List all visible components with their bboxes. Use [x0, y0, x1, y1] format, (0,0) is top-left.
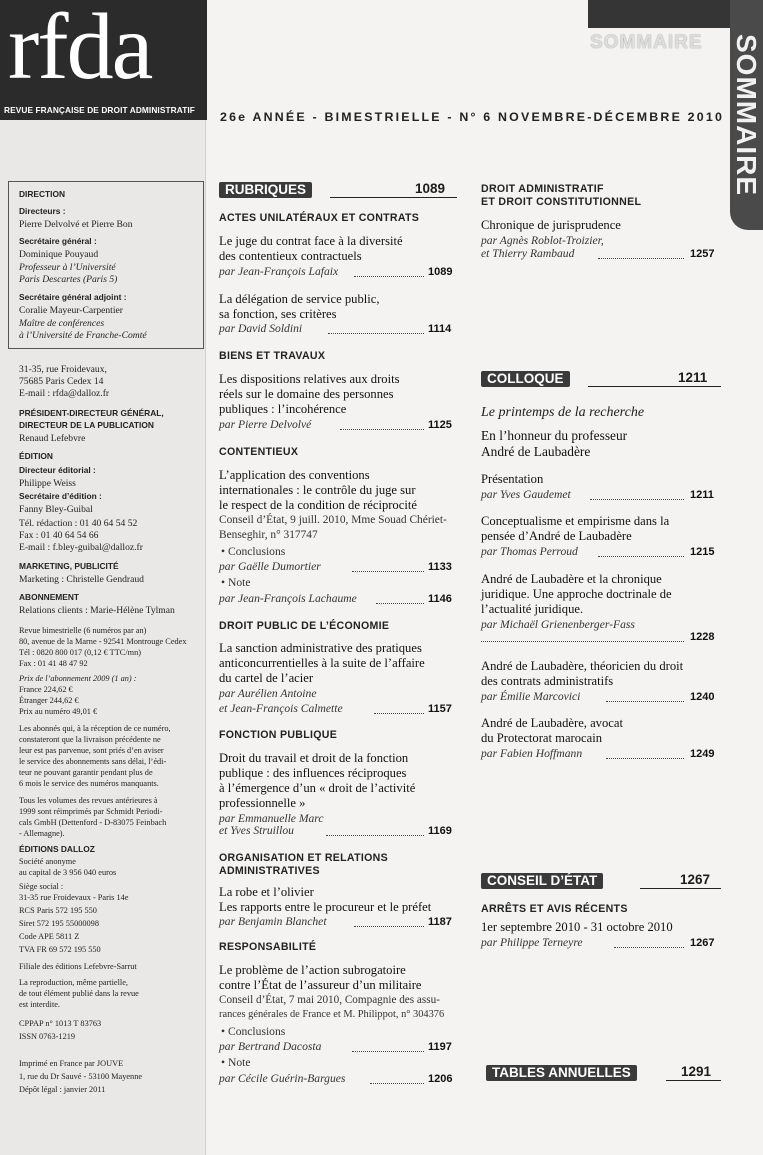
colloque-5-page: 1249 [690, 748, 715, 760]
article-6-author-1: par Emmanuelle Marc [219, 812, 324, 825]
directeurs-names: Pierre Delvolvé et Pierre Bon [19, 219, 133, 230]
editions-title: ÉDITIONS DALLOZ [19, 844, 95, 854]
printer-line-1: Imprimé en France par JOUVE [19, 1059, 124, 1068]
chronique-page: 1257 [690, 248, 715, 260]
article-4-title-1: L’application des conventions [219, 468, 370, 482]
article-7-title-2: Les rapports entre le procureur et le préfet [219, 900, 432, 914]
article-1-page: 1089 [428, 266, 453, 278]
repro-line-2: de tout élément publié dans la revue [19, 989, 139, 998]
colloque-label: COLLOQUE [481, 371, 570, 387]
tel-redaction: Tél. rédaction : 01 40 64 54 52 [19, 518, 138, 529]
article-5-author-2: et Jean-François Calmette [219, 702, 343, 715]
note-line-2: constateront que la livraison précédente ne [19, 735, 161, 744]
article-4-author-2: par Jean-François Lachaume [219, 592, 357, 605]
colloque-2-page: 1215 [690, 546, 715, 558]
leader-dots [326, 835, 424, 836]
fax: Fax : 01 40 64 54 66 [19, 530, 99, 541]
rubriques-rule [330, 197, 457, 198]
article-6-title-4: professionnelle » [219, 796, 306, 810]
conseil-etat-author: par Philippe Terneyre [481, 936, 583, 949]
colloque-rule [588, 386, 721, 387]
issue-line: 26e ANNÉE - BIMESTRIELLE - N° 6 NOVEMBRE-DÉCEMBRE 2010 [220, 110, 725, 124]
colloque-sub-1: En l’honneur du professeur [481, 428, 628, 443]
revue-line-4: Fax : 01 41 48 47 92 [19, 659, 88, 668]
article-8-title-3: Conseil d’État, 7 mai 2010, Compagnie des assu- [219, 994, 440, 1006]
tables-annuelles-label: TABLES ANNUELLES [486, 1065, 637, 1081]
marketing-title: MARKETING, PUBLICITÉ [19, 561, 119, 571]
issn: ISSN 0763-1219 [19, 1032, 76, 1041]
dir-edit-label: Directeur éditorial : [19, 465, 96, 475]
marketing-line: Marketing : Christelle Gendraud [19, 574, 144, 585]
article-3-title-1: Les dispositions relatives aux droits [219, 372, 400, 386]
repro-line-1: La reproduction, même partielle, [19, 978, 128, 987]
abonnement-title: ABONNEMENT [19, 592, 80, 602]
leader-dots [370, 1083, 424, 1084]
leader-dots [614, 947, 684, 948]
colloque-5-title-2: du Protectorat marocain [481, 731, 602, 745]
article-8-author-2: par Cécile Guérin-Bargues [219, 1072, 346, 1085]
printer-line-2: 1, rue du Dr Sauvé - 53100 Mayenne [19, 1072, 143, 1081]
repro-line-3: est interdite. [19, 1000, 61, 1009]
leader-dots [352, 571, 424, 572]
article-5-title-2: anticoncurrentielles à la suite de l’affaire [219, 656, 425, 670]
article-2-page: 1114 [428, 323, 452, 335]
sec-edit-name: Fanny Bley-Guibal [19, 504, 93, 515]
conseil-etat-label: CONSEIL D’ÉTAT [481, 873, 603, 889]
category-fonction-publique: FONCTION PUBLIQUE [219, 729, 338, 741]
article-8-page-1: 1197 [428, 1041, 452, 1053]
article-7-title-1: La robe et l’olivier [219, 885, 314, 899]
prix-numero: Prix au numéro 49,01 € [19, 707, 98, 716]
article-7-page: 1187 [428, 916, 452, 928]
category-actes: ACTES UNILATÉRAUX ET CONTRATS [219, 212, 420, 224]
chronique-title: Chronique de jurisprudence [481, 218, 621, 232]
siege-line-1: Siège social : [19, 882, 64, 891]
article-4-title-4: Conseil d’État, 9 juill. 2010, Mme Souad Chériet- [219, 514, 447, 526]
conseil-etat-rule [640, 888, 721, 889]
article-6-title-1: Droit du travail et droit de la fonction [219, 751, 409, 765]
colloque-page: 1211 [678, 370, 708, 385]
article-5-page: 1157 [428, 703, 452, 715]
article-8-title-4: rances générales de France et M. Philippot, n° 304376 [219, 1009, 445, 1020]
siret: Siret 572 195 55000098 [19, 919, 99, 928]
colloque-sub-2: André de Laubadère [481, 444, 591, 459]
colloque-2-title-2: pensée d’André de Laubadère [481, 529, 632, 543]
colloque-2-author: par Thomas Perroud [481, 545, 578, 558]
conseil-etat-page: 1267 [680, 872, 711, 887]
adjoint-label: Secrétaire général adjoint : [19, 292, 127, 302]
article-3-title-3: publiques : l’incohérence [219, 402, 347, 416]
article-4-page-2: 1146 [428, 593, 452, 605]
article-4-page-1: 1133 [428, 561, 452, 573]
category-organisation-2: ADMINISTRATIVES [219, 865, 320, 877]
category-contentieux: CONTENTIEUX [219, 446, 299, 458]
address-line-2: 75685 Paris Cedex 14 [19, 376, 104, 387]
article-8-page-2: 1206 [428, 1073, 453, 1085]
volumes-line-2: 1999 sont réimprimés par Schmidt Periodi- [19, 807, 163, 816]
prix-etranger: Étranger 244,62 € [19, 696, 79, 705]
article-5-title-1: La sanction administrative des pratiques [219, 641, 422, 655]
note-line-6: 6 mois le service des numéros manquants. [19, 779, 159, 788]
pdg-title-2: DIRECTEUR DE LA PUBLICATION [19, 420, 154, 430]
colloque-1-page: 1211 [690, 489, 714, 501]
colloque-5-title-1: André de Laubadère, avocat [481, 716, 623, 730]
rubriques-page: 1089 [415, 181, 446, 196]
colloque-1-title: Présentation [481, 472, 544, 486]
prix-france: France 224,62 € [19, 685, 73, 694]
societe-line-1: Société anonyme [19, 857, 76, 866]
article-3-title-2: réels sur le domaine des personnes [219, 387, 394, 401]
journal-logo: rfda [8, 0, 152, 99]
article-4-sub-2: • Note [221, 576, 251, 589]
leader-dots [354, 926, 424, 927]
article-8-sub-1: • Conclusions [221, 1025, 286, 1038]
journal-name: REVUE FRANÇAISE DE DROIT ADMINISTRATIF [4, 105, 195, 115]
sommaire-heading: SOMMAIRE [590, 32, 703, 53]
revue-line-3: Tél : 0820 800 017 (0,12 € TTC/mn) [19, 648, 141, 657]
article-5-author-1: par Aurélien Antoine [219, 687, 317, 700]
article-4-author-1: par Gaëlle Dumortier [219, 560, 321, 573]
secretaire-role-2: Paris Descartes (Paris 5) [19, 274, 118, 285]
category-organisation-1: ORGANISATION ET RELATIONS [219, 852, 388, 864]
colloque-4-author: par Émilie Marcovici [481, 690, 581, 703]
article-2-title-2: sa fonction, ses critères [219, 307, 337, 321]
secretaire-name: Dominique Pouyaud [19, 249, 99, 260]
article-8-title-2: contre l’État de l’assureur d’un militaire [219, 978, 422, 992]
leader-dots [606, 758, 684, 759]
filiale: Filiale des éditions Lefebvre-Sarrut [19, 962, 137, 971]
colloque-2-title-1: Conceptualisme et empirisme dans la [481, 514, 670, 528]
volumes-line-1: Tous les volumes des revues antérieures à [19, 796, 158, 805]
adjoint-role-2: à l’Université de Franche-Comté [19, 330, 147, 341]
colloque-5-author: par Fabien Hoffmann [481, 747, 583, 760]
leader-dots [598, 258, 684, 259]
colloque-title: Le printemps de la recherche [481, 405, 645, 420]
category-biens: BIENS ET TRAVAUX [219, 350, 326, 362]
tables-annuelles-rule [666, 1080, 721, 1081]
article-7-author: par Benjamin Blanchet [219, 915, 327, 928]
colloque-3-title-3: l’actualité juridique. [481, 602, 584, 616]
note-line-5: teur ne pouvant garantir pendant plus de [19, 768, 153, 777]
pdg-name: Renaud Lefebvre [19, 433, 86, 444]
article-5-title-3: du cartel de l’acier [219, 671, 314, 685]
societe-line-2: au capital de 3 956 040 euros [19, 868, 117, 877]
dir-edit-name: Philippe Weiss [19, 478, 76, 489]
cppap: CPPAP n° 1013 T 83763 [19, 1019, 102, 1028]
siege-line-2: 31-35 rue Froidevaux - Paris 14e [19, 893, 129, 902]
article-4-title-5: Benseghir, n° 317747 [219, 529, 318, 541]
conseil-etat-period: 1er septembre 2010 - 31 octobre 2010 [481, 920, 673, 934]
relations-clients: Relations clients : Marie-Hélène Tylman [19, 605, 175, 616]
leader-dots [606, 701, 684, 702]
category-responsabilite: RESPONSABILITÉ [219, 941, 317, 953]
article-6-author-2: et Yves Struillou [219, 824, 294, 837]
note-line-1: Les abonnés qui, à la réception de ce numéro, [19, 724, 171, 733]
side-tab-label: SOMMAIRE [731, 34, 762, 196]
chronique-author-2: et Thierry Rambaud [481, 247, 575, 260]
article-3-page: 1125 [428, 419, 452, 431]
prix-title: Prix de l’abonnement 2009 (1 an) : [19, 674, 137, 683]
leader-dots [374, 713, 424, 714]
article-2-author: par David Soldini [219, 322, 303, 335]
article-1-title-1: Le juge du contrat face à la diversité [219, 234, 403, 248]
leader-dots [481, 641, 684, 642]
article-4-sub-1: • Conclusions [221, 545, 286, 558]
colloque-3-page: 1228 [690, 631, 715, 643]
colloque-1-author: par Yves Gaudemet [481, 488, 571, 501]
colloque-4-page: 1240 [690, 691, 715, 703]
edition-title: ÉDITION [19, 451, 53, 461]
secretaire-role-1: Professeur à l’Université [19, 262, 116, 273]
email: E-mail : f.bley-guibal@dalloz.fr [19, 542, 143, 553]
adjoint-role-1: Maître de conférences [19, 318, 105, 329]
category-economie: DROIT PUBLIC DE L’ÉCONOMIE [219, 620, 390, 632]
article-4-title-3: le respect de la condition de réciprocité [219, 498, 417, 512]
leader-dots [376, 603, 424, 604]
article-1-author: par Jean-François Lafaix [219, 265, 339, 278]
note-line-4: le service des abonnements sans délai, l’édi- [19, 757, 167, 766]
direction-title: DIRECTION [19, 189, 66, 199]
address-email: E-mail : rfda@dalloz.fr [19, 388, 110, 399]
article-6-title-2: publique : des influences réciproques [219, 766, 407, 780]
conseil-etat-page-2: 1267 [690, 937, 715, 949]
pdg-title-1: PRÉSIDENT-DIRECTEUR GÉNÉRAL, [19, 408, 164, 418]
category-droit-administratif-1: DROIT ADMINISTRATIF [481, 183, 604, 195]
article-3-author: par Pierre Delvolvé [219, 418, 312, 431]
article-8-title-1: Le problème de l’action subrogatoire [219, 963, 406, 977]
sec-edit-label: Secrétaire d’édition : [19, 491, 102, 501]
volumes-line-3: cals GmbH (Dettenford - D-83075 Feinbach [19, 818, 167, 827]
revue-line-2: 80, avenue de la Marne - 92541 Montrouge Cedex [19, 637, 187, 646]
leader-dots [598, 556, 684, 557]
code-ape: Code APE 5811 Z [19, 932, 80, 941]
colloque-4-title-1: André de Laubadère, théoricien du droit [481, 659, 684, 673]
article-2-title-1: La délégation de service public, [219, 292, 380, 306]
article-1-title-2: des contentieux contractuels [219, 249, 362, 263]
chronique-author-1: par Agnès Roblot-Troizier, [481, 234, 604, 247]
tva: TVA FR 69 572 195 550 [19, 945, 101, 954]
leader-dots [352, 1051, 424, 1052]
note-line-3: leur est pas parvenue, sont priés d’en aviser [19, 746, 164, 755]
article-8-author-1: par Bertrand Dacosta [219, 1040, 322, 1053]
category-droit-administratif-2: ET DROIT CONSTITUTIONNEL [481, 196, 642, 208]
adjoint-name: Coralie Mayeur-Carpentier [19, 305, 123, 316]
rcs: RCS Paris 572 195 550 [19, 906, 97, 915]
secretaire-label: Secrétaire général : [19, 236, 97, 246]
leader-dots [340, 429, 424, 430]
volumes-line-4: - Allemagne). [19, 829, 65, 838]
article-6-title-3: à l’émergence d’un « droit de l’activité [219, 781, 416, 795]
tables-annuelles-page: 1291 [681, 1064, 712, 1079]
colloque-3-author: par Michaël Grienenberger-Fass [481, 618, 635, 631]
rubriques-label: RUBRIQUES [219, 182, 312, 198]
leader-dots [354, 276, 424, 277]
colloque-3-title-1: André de Laubadère et la chronique [481, 572, 662, 586]
revue-line-1: Revue bimestrielle (6 numéros par an) [19, 626, 147, 635]
article-4-title-2: internationales : le contrôle du juge sur [219, 483, 416, 497]
leader-dots [328, 333, 424, 334]
colloque-3-title-2: juridique. Une approche doctrinale de [481, 587, 672, 601]
article-6-page: 1169 [428, 825, 452, 837]
address-line-1: 31-35, rue Froidevaux, [19, 364, 107, 375]
article-8-sub-2: • Note [221, 1056, 251, 1069]
conseil-etat-category: ARRÊTS ET AVIS RÉCENTS [481, 903, 628, 915]
colloque-4-title-2: des contrats administratifs [481, 674, 614, 688]
leader-dots [590, 499, 684, 500]
directeurs-label: Directeurs : [19, 206, 66, 216]
printer-line-3: Dépôt légal : janvier 2011 [19, 1085, 106, 1094]
